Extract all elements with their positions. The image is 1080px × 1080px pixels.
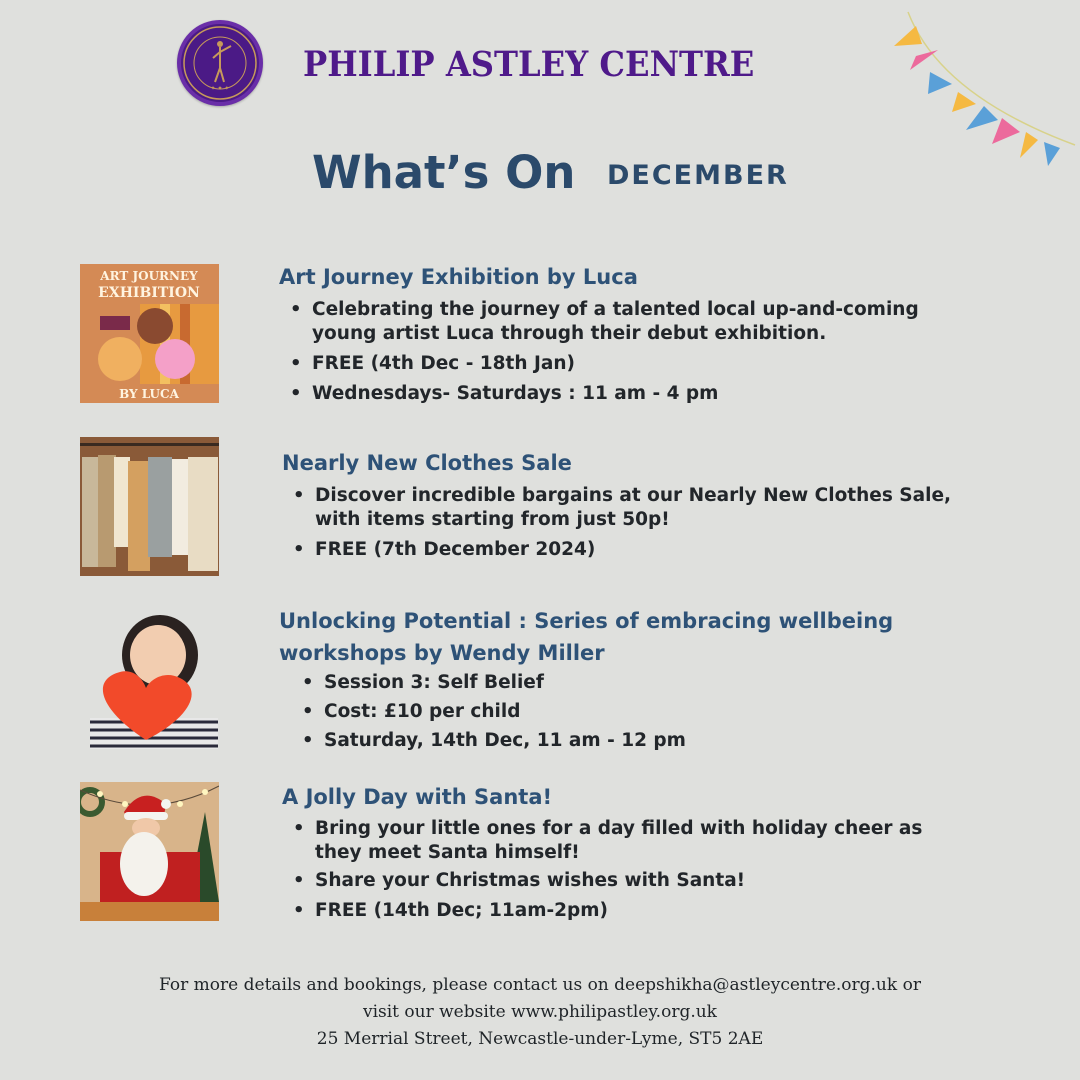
svg-text:BY LUCA: BY LUCA [119, 387, 179, 401]
event-detail: • Bring your little ones for a day filled with holiday cheer as [293, 818, 923, 839]
svg-text:ART JOURNEY: ART JOURNEY [100, 269, 198, 283]
event-title: Unlocking Potential : Series of embracing wellbeing [279, 609, 894, 633]
event-detail: • Saturday, 14th Dec, 11 am - 12 pm [302, 730, 686, 751]
event-details-list [290, 298, 919, 406]
santa-image [80, 782, 219, 921]
brand-title: PHILIP ASTLEY CENTRE [303, 44, 755, 85]
event-detail: • FREE (7th December 2024) [293, 539, 596, 560]
event-title: A Jolly Day with Santa! [282, 785, 553, 809]
contact-footer [0, 972, 1080, 1053]
contact-line: For more details and bookings, please contact us on deepshikha@astleycentre.org.uk or [159, 975, 921, 995]
website-line: visit our website www.philipastley.org.uk [362, 1002, 717, 1022]
event-detail: • Session 3: Self Belief [302, 672, 544, 693]
svg-text:EXHIBITION: EXHIBITION [98, 285, 200, 301]
svg-text:✦ ✦ ✦: ✦ ✦ ✦ [210, 85, 230, 92]
event-detail: • Share your Christmas wishes with Santa! [293, 870, 746, 891]
art-journey-poster-image [80, 264, 219, 403]
event-detail: • FREE (14th Dec; 11am-2pm) [293, 900, 608, 921]
bunting-decoration-icon [880, 0, 1080, 180]
event-title: Nearly New Clothes Sale [282, 451, 572, 475]
event-detail-continued: with items starting from just 50p! [315, 509, 670, 530]
event-title-continued: workshops by Wendy Miller [279, 641, 605, 665]
month-label: DECEMBER [607, 160, 789, 191]
event-details-list [293, 817, 923, 923]
event-details-list [293, 484, 952, 562]
event-title: Art Journey Exhibition by Luca [279, 265, 638, 289]
event-detail: • Wednesdays- Saturdays : 11 am - 4 pm [290, 383, 719, 404]
astley-emblem-icon [181, 24, 259, 102]
event-detail: • Discover incredible bargains at our Nearly New Clothes Sale, [293, 485, 952, 506]
event-details-list [302, 671, 686, 753]
girl-with-heart-image [80, 610, 219, 749]
centre-logo [177, 20, 263, 106]
page-headline: What’s On [312, 146, 576, 199]
event-detail: • FREE (4th Dec - 18th Jan) [290, 353, 576, 374]
event-detail: • Celebrating the journey of a talented local up-and-coming [290, 299, 919, 320]
event-detail-continued: young artist Luca through their debut exhibition. [312, 323, 827, 344]
clothes-rack-image [80, 437, 219, 576]
event-detail-continued: they meet Santa himself! [315, 842, 580, 863]
address-line: 25 Merrial Street, Newcastle-under-Lyme, ST5 2AE [316, 1029, 764, 1049]
event-detail: • Cost: £10 per child [302, 701, 521, 722]
